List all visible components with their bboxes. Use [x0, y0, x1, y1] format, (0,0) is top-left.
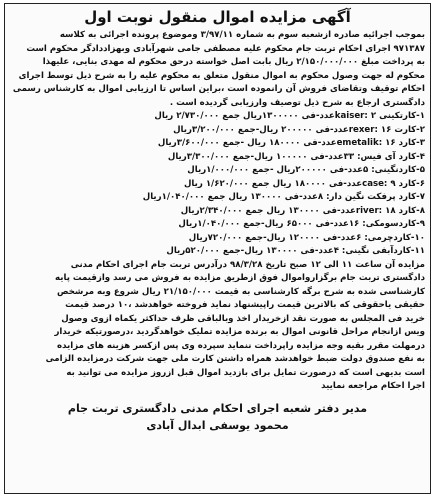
body-line: است بدیهی است که درصورت تمایل برای بازدید اموال قبل ازروز مزایده می توانید به: [66, 367, 425, 378]
intro-paragraph: [10, 29, 425, 110]
list-item: ۹-کاردسومکی: ۱۶عدد-فی ۶۵۰۰۰ ریال-جمع ۱/۰۴۰/۰۰۰ریال: [178, 219, 425, 229]
body-line: کارشناسی شده به شرح برگه کارشناسی به قیمت ۲۱/۱۵۰/۰۰۰ ریال شروع وبه مرشخص: [57, 286, 425, 297]
intro-line: بموجب اجرائیه صادره ازشعبه سوم به شماره ۳/۹۷/۱۱ وموضوع پرونده اجرائی به کلاسه: [59, 30, 425, 40]
body-line: مزایده آن ساعت ۱۱ الی ۱۲ صبح تاریخ ۹۸/۳/۲۸ درآدرس تربت جام اجرای احکام مدنی: [70, 259, 425, 270]
intro-line: به پرداخت مبلغ ۲/۱۵۰/۰۰۰/۰۰۰ ریال بابت اصل خواسته درحق محکوم له مهدی بنایی، علیهذا: [42, 57, 425, 67]
list-item: ۴-کارد آی فیس: ۳۳عدد-فی ۱۰۰۰۰۰ ریال-جمع ۳/۳۰۰/۰۰۰ریال: [167, 151, 425, 162]
list-item: ۳-کارد emetalik: ۱۶عدد-فی ۱۸۰۰۰۰ ریال -جمع ۳/۶۰۰/۰۰۰ریال: [157, 138, 425, 148]
items-list: [10, 110, 425, 259]
list-item: ۸-کارد river: ۱۸عدد-فی ۱۳۰۰۰۰ ریال جمع ۲/۳۴۰/۰۰۰ریال: [180, 205, 425, 216]
body-line: حقیقی یاحقوقی که بالاترین قیمت راپیشنهاد نماید فروخته خواهدشد ،۱۰ درصد قیمت: [65, 300, 425, 310]
body-line: اجرا احکام مراجعه نمایید: [321, 381, 425, 391]
body-line: خرید فی المجلس به صورت نقد ازخریدار اخذ وبالباقی ظرف حداکثر یکماه ازوی وصول: [61, 313, 425, 324]
body-paragraph: [10, 259, 425, 394]
signature-block: [10, 400, 425, 434]
list-item: ۲-کارت rexer: ۱۶عدد-فی ۲۰۰۰۰۰ ریال-جمع ۳/۲۰۰/۰۰۰ریال: [173, 124, 425, 135]
list-item: ۱-کارتکینی kaiser: ۲عدد-فی ۱۳۰۰۰۰۰ریال جمع ۲/۷۳۰/۰۰۰ ریال: [154, 111, 425, 121]
auction-notice: [4, 3, 431, 494]
list-item: ۵-کاردنگینی: ۵عدد-فی ۲۰۰۰۰۰ریال -جمع ۱/۰۰۰/۰۰۰ریال: [187, 165, 425, 175]
list-item: ۶-کارد case: ۹عدد-فی ۱۸۰۰۰۰ ریال جمع ۱/۶۲۰/۰۰۰ ریال: [183, 178, 425, 189]
intro-line: دادگستری ارجاع به شرح ذیل توصیف وارزیابی گردیده است .: [169, 97, 425, 108]
notice-title: آگهی مزایده اموال منقول نوبت اول: [84, 8, 351, 26]
body-line: درمهلت مقرر بقیه وجه مزایده راپرداخت ننماید سپرده وی پس ازکسر هزینه های مزایده: [57, 340, 425, 351]
body-line: به نفع صندوق دولت ضبط خواهدشد همراه داشتن کارت ملی جهت شرکت درمزایده الزامی: [45, 354, 425, 364]
body-line: دادگستری تربت جام برگزارواموال فوق ازطریق مزایده به فروش می رسد وازقیمت پایه: [55, 273, 425, 283]
intro-line: محکوم له جهت وصول محکوم به اموال منقول متعلق به محکوم علیه را به شرح ذیل توسط اجرای: [18, 70, 425, 81]
signature-office: مدیر دفتر شعبه اجرای احکام مدنی دادگستری تربت جام: [67, 401, 368, 415]
body-line: ویس ازانجام مراحل قانونی اموال به برنده مزایده تملیک خواهدگردید ،درصورتیکه خریدار: [54, 327, 425, 337]
signature-name: محمود یوسفی ابدال آبادی: [146, 418, 289, 432]
list-item: ۱۱-کاردآبفی نگینی: ۴عدد-فی ۱۳۰۰۰۰ ریال-جمع ۵۲۰/۰۰۰ریال: [166, 246, 425, 256]
intro-line: ۹۷۱۳۸۷ اجرای احکام تربت جام محکوم علیه مصطفی جامی شهرآبادی وبهزاددادگر محکوم است: [26, 43, 425, 54]
intro-line: احکام توقیف وتقاضای فروش آن رانموده است ،براین اساس تا ارزیابی اموال به کارشناس رسمی: [12, 84, 425, 94]
list-item: ۱۰-کاردچرمی: ۶عدد-فی ۱۲۰۰۰۰ ریال-جمع ۷۲۰/۰۰۰ریال: [188, 232, 425, 243]
list-item: ۷-کارد پرفکت نگین دار: ۸عدد-فی ۱۳۰۰۰۰ ریال جمع ۱/۰۴۰/۰۰۰ریال: [142, 192, 425, 202]
